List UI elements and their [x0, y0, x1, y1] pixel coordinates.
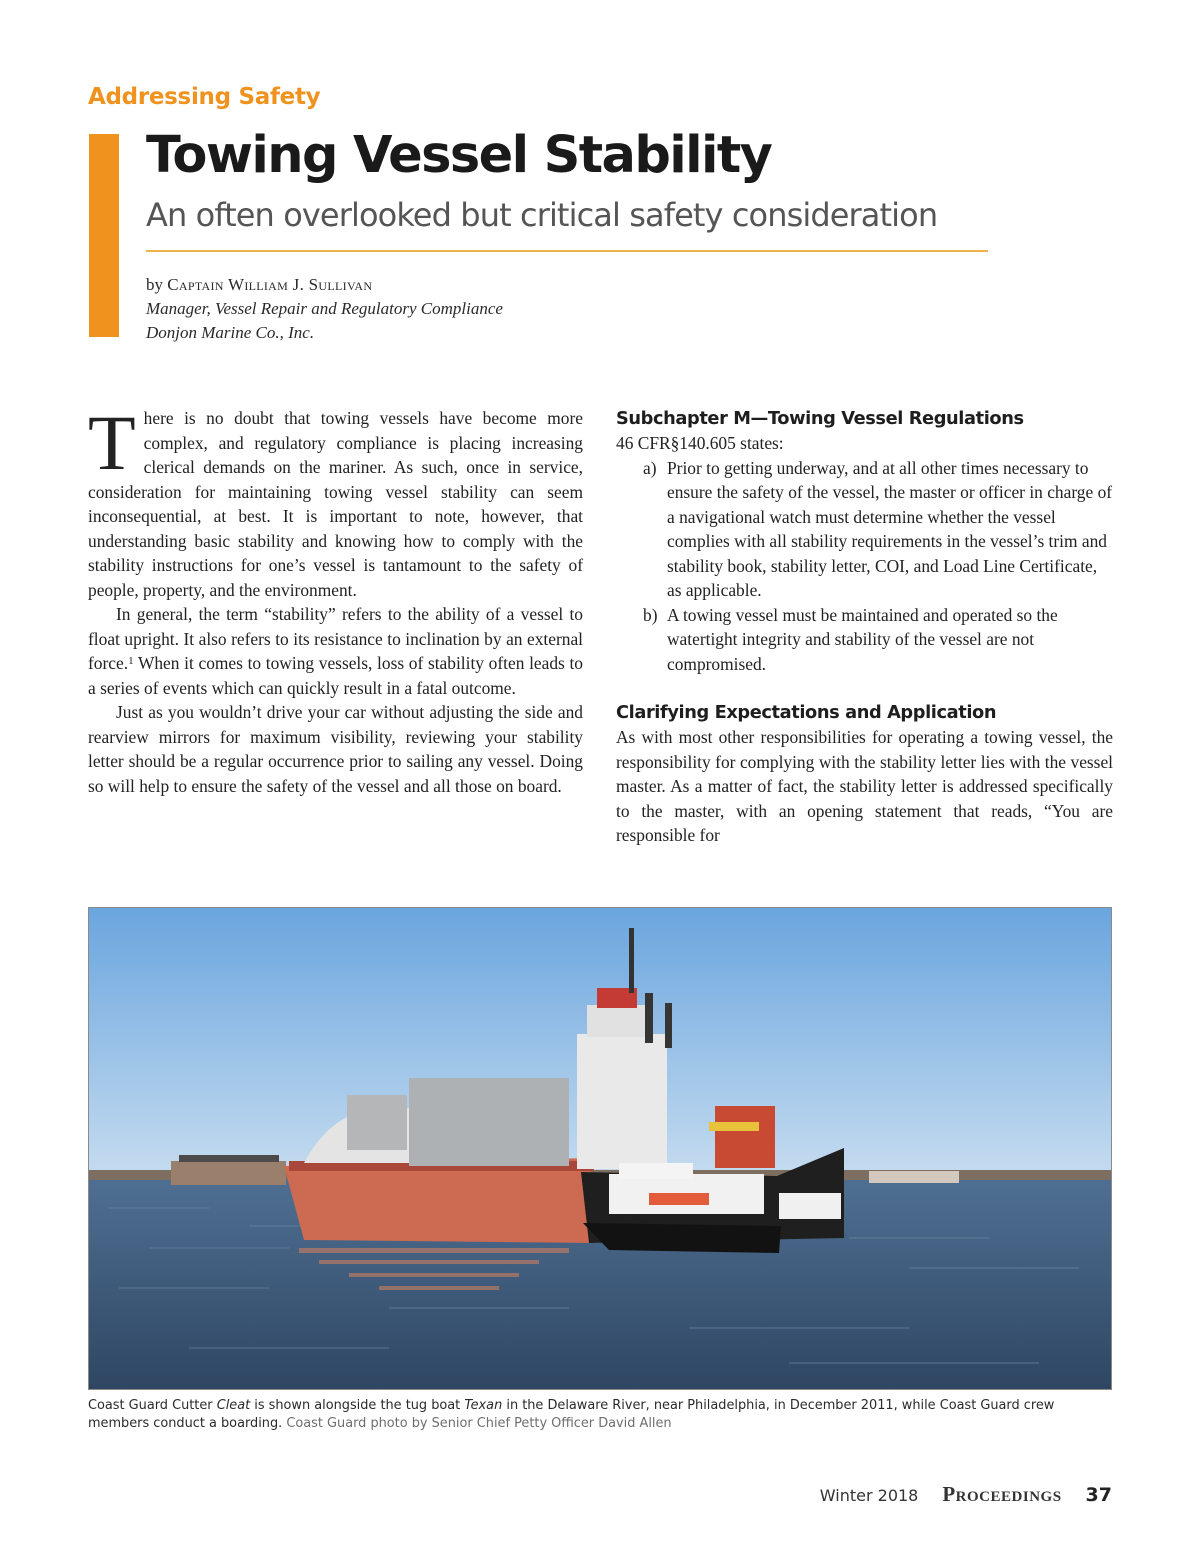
byline — [146, 273, 503, 345]
magazine-name: Proceedings — [942, 1482, 1062, 1506]
list-item-text: A towing vessel must be maintained and operated so the watertight integrity and stability of the vessel are not compromised. — [667, 604, 1058, 674]
left-column — [88, 399, 583, 798]
caption-text: in the Delaware River, near Philadelphia, in December 2011, while Coast Guard crew members conduct a boarding. — [88, 1398, 1055, 1431]
article-subtitle: An often overlooked but critical safety consideration — [146, 196, 938, 234]
article-title: Towing Vessel Stability — [146, 126, 772, 185]
caption-text: Coast Guard Cutter — [88, 1398, 217, 1413]
page-number: 37 — [1085, 1484, 1112, 1506]
paragraph-text: here is no doubt that towing vessels have become more complex, and regulatory compliance is placing increasing clerical demands on the mariner. As such, once in service, consideration for maintaining towing vessel stability can seem inconsequential, at best. It is important to note, however, that understanding basic stability and knowing how to comply with the stability instructions for one’s vessel is tantamount to the safety of people, property, and the environment. — [88, 408, 583, 600]
section-kicker: Addressing Safety — [88, 84, 321, 110]
photo-caption — [88, 1397, 1118, 1433]
author-company: Donjon Marine Co., Inc. — [146, 323, 315, 342]
paragraph — [88, 602, 583, 700]
page-footer — [820, 1482, 1112, 1507]
tugboat-photo — [89, 908, 1112, 1390]
accent-bar — [89, 134, 119, 337]
author-line — [146, 273, 503, 297]
tug-name: Texan — [464, 1398, 503, 1413]
regulation-list — [616, 456, 1113, 677]
right-column — [616, 406, 1113, 848]
list-marker: b) — [643, 604, 658, 625]
paragraph — [88, 399, 583, 602]
author-name: Captain William J. Sullivan — [167, 275, 373, 294]
section-heading: Subchapter M—Towing Vessel Regulations — [616, 408, 1024, 429]
photo-credit: Coast Guard photo by Senior Chief Petty Officer David Allen — [286, 1416, 672, 1431]
title-divider — [146, 250, 988, 252]
paragraph: As with most other responsibilities for operating a towing vessel, the responsibility for complying with the stability letter lies with the vessel master. As a matter of fact, the stability letter is addressed specifically to the master, with an opening statement that reads, “You are responsible for — [616, 727, 1113, 845]
footnote-ref[interactable]: 1 — [128, 655, 134, 667]
cutter-name: Cleat — [216, 1398, 251, 1413]
byline-prefix: by — [146, 275, 163, 294]
list-marker: a) — [643, 457, 657, 478]
caption-text: is shown alongside the tug boat — [250, 1398, 465, 1413]
section-heading: Clarifying Expectations and Application — [616, 702, 997, 723]
paragraph-text: In general, the term “stability” refers to the ability of a vessel to float upright. It also refers to its resistance to inclination by an external force. — [88, 604, 583, 673]
author-role: Manager, Vessel Repair and Regulatory Compliance — [146, 299, 503, 318]
paragraph-text: When it comes to towing vessels, loss of stability often leads to a series of events which can quickly result in a fatal outcome. — [88, 653, 583, 698]
list-item — [616, 603, 1113, 677]
list-item — [616, 456, 1113, 603]
regulation-citation: 46 CFR§140.605 states: — [616, 433, 784, 453]
article-photo — [88, 907, 1112, 1390]
paragraph: Just as you wouldn’t drive your car without adjusting the side and rearview mirrors for maximum visibility, reviewing your stability letter should be a regular occurrence prior to sailing any vessel. Doing so will help to ensure the safety of the vessel and all those on board. — [88, 702, 583, 796]
issue-date: Winter 2018 — [819, 1486, 919, 1505]
list-item-text: Prior to getting underway, and at all other times necessary to ensure the safety of the vessel, the master or officer in charge of a navigational watch must determine whether the vessel complies with all stability requirements in the vessel’s trim and stability book, stability letter, COI, and Load Line Certificate, as applicable. — [667, 457, 1113, 600]
drop-cap: T — [88, 399, 136, 486]
